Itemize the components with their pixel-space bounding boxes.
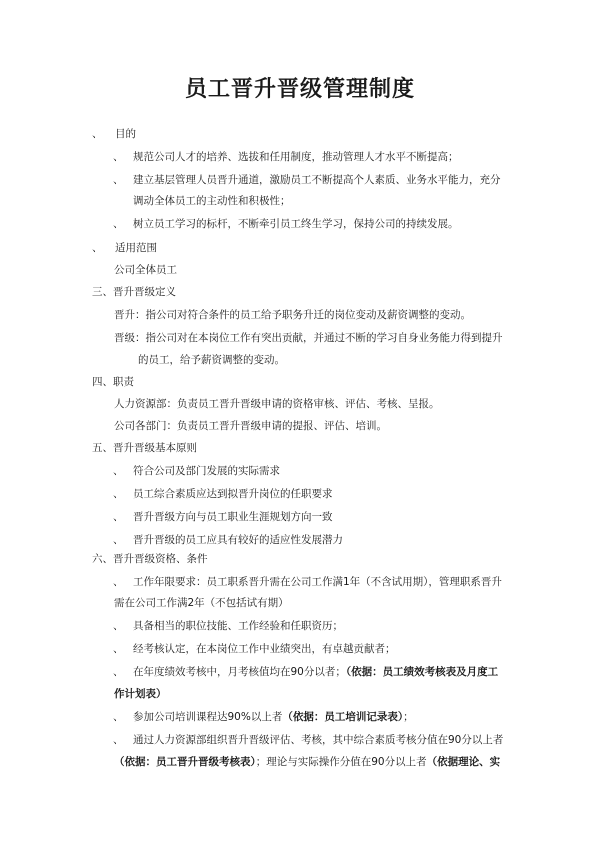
section-2-heading: 适用范围 [115,242,157,254]
list-marker: 、 [113,534,124,546]
list-marker: 、 [113,218,124,230]
list-marker: 、 [113,734,124,746]
condition-skills: 具备相当的职位技能、工作经验和任职资历； [133,620,343,632]
list-marker: 、 [113,174,124,186]
annual-review-text: 在年度绩效考核中，月考核值均在90分以者； [133,666,346,678]
purpose-item-1: 规范公司人才的培养、选拔和任用制度，推动管理人才水平不断提高； [133,151,459,163]
section-3-heading: 三、晋升晋级定义 [92,286,176,298]
duty-departments: 公司各部门：负责员工晋升晋级申请的提报、评估、培训。 [114,420,387,432]
list-marker: 、 [113,151,124,163]
assessment-theory-text: ；理论与实际操作分值在90分以上者 [255,756,427,768]
definition-grade: 晋级：指公司对在本岗位工作有突出贡献，并通过不断的学习自身业务能力得到提升 [114,332,503,344]
principle-item-1: 符合公司及部门发展的实际需求 [133,465,280,477]
condition-training [133,710,414,724]
principle-item-2: 员工综合素质应达到拟晋升岗位的任职要求 [133,488,333,500]
condition-years-cont: 需在公司工作满2年（不包括试有期） [114,597,289,609]
assessment-basis: （依据：员工晋升晋级考核表） [114,756,256,768]
list-marker: 、 [113,666,124,678]
definition-grade-cont: 的员工，给予薪资调整的变动。 [138,354,285,366]
document-title: 员工晋升晋级管理制度 [184,76,415,102]
principle-item-4: 晋升晋级的员工应具有较好的适应性发展潜力 [133,534,343,546]
section-2-marker: 、 [92,242,103,254]
scope-text: 公司全体员工 [114,264,177,276]
condition-years: 工作年限要求：员工职系晋升需在公司工作满1年（不含试用期），管理职系晋升 [133,576,502,588]
training-text: 参加公司培训课程达90%以上者 [133,711,283,723]
list-marker: 、 [113,620,124,632]
annual-review-basis: （依据：员工绩效考核表及月度工 [345,666,499,678]
training-basis: （依据：员工培训记录表） [282,711,404,723]
annual-review-basis-cont: 作计划表） [114,688,167,700]
list-marker: 、 [113,643,124,655]
list-marker: 、 [113,711,124,723]
principle-item-3: 晋升晋级方向与员工职业生涯规划方向一致 [133,511,333,523]
duty-hr: 人力资源部：负责员工晋升晋级申请的资格审核、评估、考核、呈报。 [114,398,440,410]
section-4-heading: 四、职责 [92,376,134,388]
section-1-heading: 目的 [115,128,136,140]
section-5-heading: 五、晋升晋级基本原则 [92,442,197,454]
section-6-heading: 六、晋升晋级资格、条件 [92,553,208,565]
condition-performance: 经考核认定，在本岗位工作中业绩突出，有卓越贡献者； [133,643,396,655]
condition-assessment-cont [114,755,500,769]
list-marker: 、 [113,576,124,588]
training-end: ； [403,711,414,723]
list-marker: 、 [113,511,124,523]
section-1-marker: 、 [92,128,103,140]
assessment-theory-basis: （依据理论、实 [426,756,501,768]
purpose-item-2: 建立基层管理人员晋升通道，激励员工不断提高个人素质、业务水平能力，充分 [133,174,501,186]
purpose-item-2-cont: 调动全体员工的主动性和积极性； [133,195,291,207]
purpose-item-3: 树立员工学习的标杆，不断牵引员工终生学习，保持公司的持续发展。 [133,218,459,230]
condition-annual-review [133,665,498,679]
list-marker: 、 [113,488,124,500]
list-marker: 、 [113,465,124,477]
definition-promotion: 晋升：指公司对符合条件的员工给予职务升迁的岗位变动及薪资调整的变动。 [114,309,471,321]
condition-assessment: 通过人力资源部组织晋升晋级评估、考核，其中综合素质考核分值在90分以上者 [133,734,504,746]
